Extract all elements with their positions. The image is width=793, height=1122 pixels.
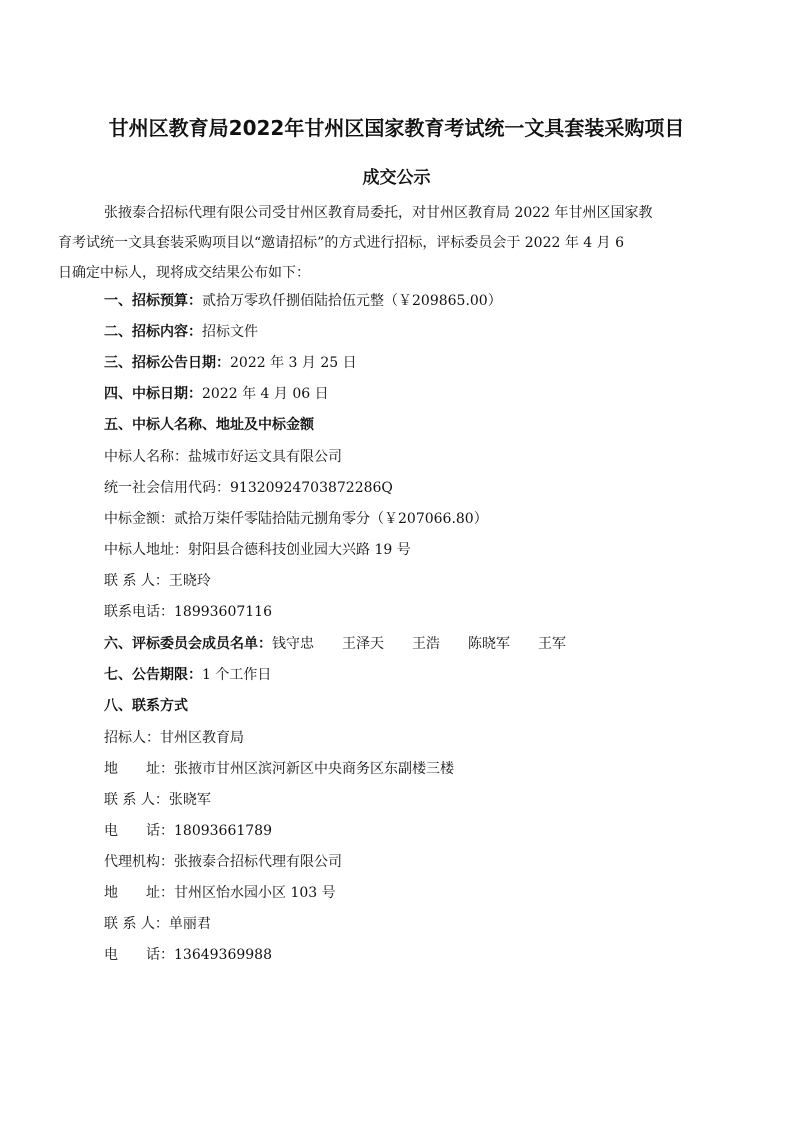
section-content xyxy=(104,322,258,342)
page-title: 甘州区教育局2022年甘州区国家教育考试统一文具套装采购项目 xyxy=(108,116,685,140)
buyer-address: 地 址：张掖市甘州区滨河新区中央商务区东副楼三楼 xyxy=(104,761,454,777)
section-period-label: 七、公告期限： xyxy=(104,667,202,683)
buyer-phone: 电 话：18093661789 xyxy=(104,823,272,839)
agent-name: 代理机构：张掖泰合招标代理有限公司 xyxy=(104,854,342,870)
committee-member: 王泽天 xyxy=(342,636,384,652)
section-award-date-label: 四、中标日期： xyxy=(104,386,202,402)
committee-member: 陈晓军 xyxy=(468,636,510,652)
section-budget-value: 贰拾万零玖仟捌佰陆拾伍元整（￥209865.00） xyxy=(202,293,502,309)
section-contact-heading xyxy=(104,696,188,716)
committee-member: 钱守忠 xyxy=(272,636,314,652)
agent-contact: 联 系 人：单丽君 xyxy=(104,916,211,932)
winner-phone: 联系电话：18993607116 xyxy=(104,604,272,620)
section-content-label: 二、招标内容： xyxy=(104,324,202,340)
section-period-value: 1 个工作日 xyxy=(202,667,272,683)
section-contact-label: 八、联系方式 xyxy=(104,698,188,714)
winner-contact: 联 系 人：王晓玲 xyxy=(104,573,211,589)
intro-line-1: 张掖泰合招标代理有限公司受甘州区教育局委托，对甘州区教育局 2022 年甘州区国家教 xyxy=(104,205,653,221)
section-budget xyxy=(104,291,502,311)
committee-member: 王浩 xyxy=(412,636,440,652)
section-content-value: 招标文件 xyxy=(202,324,258,340)
winner-amount: 中标金额：贰拾万柒仟零陆拾陆元捌角零分（￥207066.80） xyxy=(104,511,488,527)
section-committee-label: 六、评标委员会成员名单： xyxy=(104,636,272,652)
agent-address: 地 址：甘州区怡水园小区 103 号 xyxy=(104,885,336,901)
buyer-contact: 联 系 人：张晓军 xyxy=(104,792,211,808)
committee-member: 王军 xyxy=(538,636,566,652)
section-notice-date-label: 三、招标公告日期： xyxy=(104,355,230,371)
section-award-date xyxy=(104,384,329,404)
page-subtitle: 成交公示 xyxy=(362,168,431,188)
section-period xyxy=(104,665,271,685)
agent-phone: 电 话：13649369988 xyxy=(104,947,272,963)
section-notice-date-value: 2022 年 3 月 25 日 xyxy=(230,355,357,371)
intro-paragraph xyxy=(58,198,699,288)
section-winner-heading xyxy=(104,415,314,435)
winner-address: 中标人地址：射阳县合德科技创业园大兴路 19 号 xyxy=(104,542,411,558)
winner-credit-code: 统一社会信用代码：91320924703872286Q xyxy=(104,480,393,496)
intro-line-3: 日确定中标人，现将成交结果公布如下： xyxy=(58,265,310,281)
winner-name: 中标人名称：盐城市好运文具有限公司 xyxy=(104,449,342,465)
intro-line-2: 育考试统一文具套装采购项目以“邀请招标”的方式进行招标，评标委员会于 2022 年 4 月 6 xyxy=(58,235,625,251)
section-award-date-value: 2022 年 4 月 06 日 xyxy=(202,386,329,402)
buyer-name: 招标人：甘州区教育局 xyxy=(104,730,244,746)
section-budget-label: 一、招标预算： xyxy=(104,293,202,309)
section-notice-date xyxy=(104,353,357,373)
section-committee xyxy=(104,634,566,654)
section-winner-label: 五、中标人名称、地址及中标金额 xyxy=(104,417,314,433)
